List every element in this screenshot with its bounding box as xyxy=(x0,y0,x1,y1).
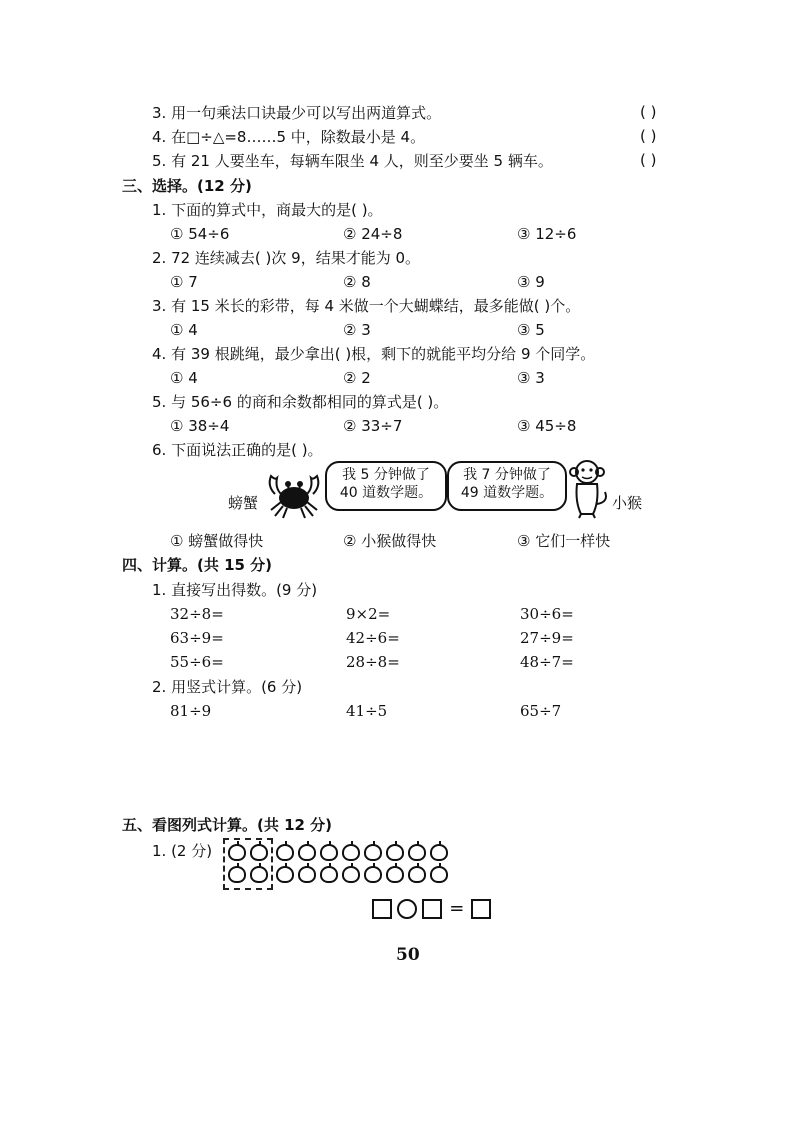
s3-q5-opt-a[interactable]: ① 38÷4 xyxy=(170,417,230,435)
section-3-title: 三、选择。(12 分) xyxy=(122,177,252,195)
calc-item: 42÷6= xyxy=(346,629,400,647)
apple-icon xyxy=(320,866,338,883)
s3-q3-opt-b[interactable]: ② 3 xyxy=(343,321,371,339)
judge-answer-5[interactable]: ( ) xyxy=(640,151,657,169)
s4-part2-title: 2. 用竖式计算。(6 分) xyxy=(152,678,303,696)
apple-icon xyxy=(250,844,268,861)
s3-q3-opt-a[interactable]: ① 4 xyxy=(170,321,198,339)
page-number: 50 xyxy=(396,945,420,965)
monkey-speech-bubble xyxy=(447,461,567,511)
monkey-icon xyxy=(563,458,611,520)
apple-icon xyxy=(342,866,360,883)
s3-q1-opt-c[interactable]: ③ 12÷6 xyxy=(517,225,577,243)
apple-icon xyxy=(364,844,382,861)
apple-icon xyxy=(364,866,382,883)
apple-row xyxy=(228,844,488,866)
s3-q6-opt-c[interactable]: ③ 它们一样快 xyxy=(517,532,611,550)
apple-icon xyxy=(298,844,316,861)
vertical-calc-item: 41÷5 xyxy=(346,702,388,720)
s3-q4-opt-a[interactable]: ① 4 xyxy=(170,369,198,387)
monkey-bubble-line-2: 49 道数学题。 xyxy=(460,485,554,501)
s3-q3-opt-c[interactable]: ③ 5 xyxy=(517,321,545,339)
s3-q4-opt-c[interactable]: ③ 3 xyxy=(517,369,545,387)
crab-bubble-line-1: 我 5 分钟做了 xyxy=(342,467,430,483)
calc-item: 27÷9= xyxy=(520,629,574,647)
apple-icon xyxy=(320,844,338,861)
answer-box[interactable] xyxy=(372,899,392,919)
s4-part1-title: 1. 直接写出得数。(9 分) xyxy=(152,581,318,599)
s5-q1-label: 1. (2 分) xyxy=(152,842,213,860)
apple-icon xyxy=(408,866,426,883)
s3-q2-opt-b[interactable]: ② 8 xyxy=(343,273,371,291)
s3-q6: 6. 下面说法正确的是( )。 xyxy=(152,441,323,459)
s3-q1-opt-a[interactable]: ① 54÷6 xyxy=(170,225,230,243)
monkey-bubble-line-1: 我 7 分钟做了 xyxy=(463,467,551,483)
crab-speech-bubble xyxy=(325,461,447,511)
operator-circle[interactable] xyxy=(397,899,417,919)
section-4-title: 四、计算。(共 15 分) xyxy=(122,556,273,574)
equation-template xyxy=(372,898,491,919)
s3-q6-opt-a[interactable]: ① 螃蟹做得快 xyxy=(170,532,264,550)
apple-row xyxy=(228,866,488,888)
apple-icon xyxy=(228,844,246,861)
s3-q1: 1. 下面的算式中，商最大的是( )。 xyxy=(152,201,383,219)
calc-item: 32÷8= xyxy=(170,605,224,623)
s3-q6-opt-b[interactable]: ② 小猴做得快 xyxy=(343,532,437,550)
s3-q5: 5. 与 56÷6 的商和余数都相同的算式是( )。 xyxy=(152,393,449,411)
crab-icon xyxy=(265,468,323,520)
calc-item: 48÷7= xyxy=(520,653,574,671)
judge-item-4: 4. 在□÷△=8……5 中，除数最小是 4。 xyxy=(152,128,426,146)
equals-sign: = xyxy=(449,898,465,919)
s3-q4-opt-b[interactable]: ② 2 xyxy=(343,369,371,387)
s3-q2-opt-a[interactable]: ① 7 xyxy=(170,273,198,291)
apple-icon xyxy=(276,866,294,883)
apple-icon xyxy=(430,866,448,883)
calc-item: 30÷6= xyxy=(520,605,574,623)
vertical-calc-item: 81÷9 xyxy=(170,702,212,720)
answer-box[interactable] xyxy=(471,899,491,919)
apple-icon xyxy=(342,844,360,861)
apple-icon xyxy=(250,866,268,883)
apple-grid xyxy=(228,844,488,888)
answer-box[interactable] xyxy=(422,899,442,919)
apple-icon xyxy=(386,844,404,861)
s3-q3: 3. 有 15 米长的彩带，每 4 米做一个大蝴蝶结，最多能做( )个。 xyxy=(152,297,581,315)
crab-bubble-line-2: 40 道数学题。 xyxy=(339,485,433,501)
calc-item: 55÷6= xyxy=(170,653,224,671)
judge-answer-3[interactable]: ( ) xyxy=(640,103,657,121)
judge-item-5: 5. 有 21 人要坐车，每辆车限坐 4 人，则至少要坐 5 辆车。 xyxy=(152,152,553,170)
vertical-calc-item: 65÷7 xyxy=(520,702,562,720)
apple-icon xyxy=(408,844,426,861)
calc-item: 28÷8= xyxy=(346,653,400,671)
judge-answer-4[interactable]: ( ) xyxy=(640,127,657,145)
s3-q2-opt-c[interactable]: ③ 9 xyxy=(517,273,545,291)
s3-q5-opt-c[interactable]: ③ 45÷8 xyxy=(517,417,577,435)
crab-label: 螃蟹 xyxy=(228,494,259,512)
calc-item: 63÷9= xyxy=(170,629,224,647)
calc-item: 9×2= xyxy=(346,605,391,623)
s3-q1-opt-b[interactable]: ② 24÷8 xyxy=(343,225,403,243)
s3-q4: 4. 有 39 根跳绳，最少拿出( )根，剩下的就能平均分给 9 个同学。 xyxy=(152,345,596,363)
s3-q2: 2. 72 连续减去( )次 9，结果才能为 0。 xyxy=(152,249,421,267)
section-5-title: 五、看图列式计算。(共 12 分) xyxy=(122,816,333,834)
apple-icon xyxy=(298,866,316,883)
apple-icon xyxy=(386,866,404,883)
judge-item-3: 3. 用一句乘法口诀最少可以写出两道算式。 xyxy=(152,104,442,122)
monkey-label: 小猴 xyxy=(612,494,643,512)
apple-icon xyxy=(276,844,294,861)
apple-icon xyxy=(430,844,448,861)
apple-icon xyxy=(228,866,246,883)
s3-q5-opt-b[interactable]: ② 33÷7 xyxy=(343,417,403,435)
